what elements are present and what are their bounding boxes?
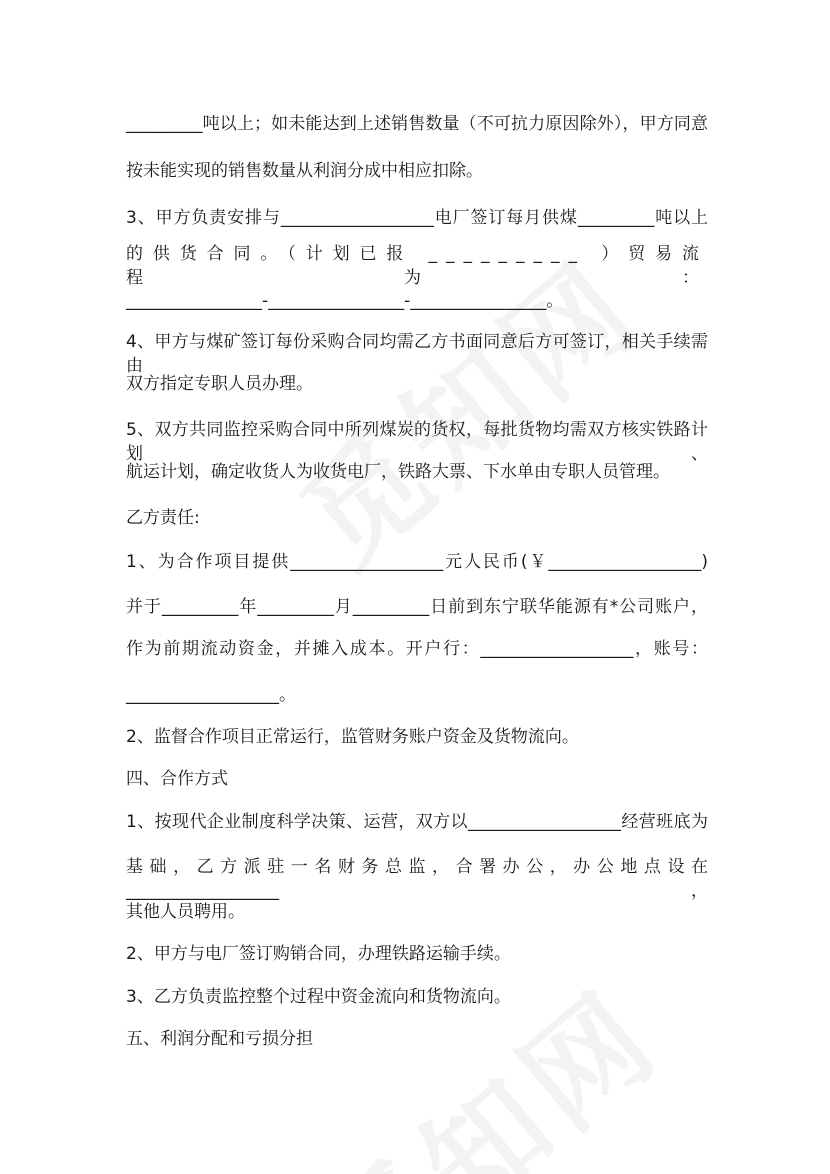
paragraph-line: 2、监督合作项目正常运行，监管财务账户资金及货物流向。 (126, 727, 579, 747)
paragraph-line: 4、甲方与煤矿签订每份采购合同均需乙方书面同意后方可签订，相关手续需由 (126, 332, 708, 376)
section-heading: 四、合作方式 (126, 769, 228, 789)
paragraph-line: 1、按现代企业制度科学决策、运营，双方以__________________经营班底为 (126, 812, 708, 832)
watermark (280, 945, 689, 1174)
paragraph-line: __________________。 (126, 685, 296, 705)
section-heading: 五、利润分配和亏损分担 (126, 1029, 313, 1049)
paragraph-line: 1、为合作项目提供__________________元人民币(￥__________________) (126, 552, 708, 572)
paragraph-line: 航运计划，确定收货人为收货电厂，铁路大票、下水单由专职人员管理。 (126, 462, 670, 482)
paragraph-line: 作为前期流动资金，并摊入成本。开户行：__________________，账号： (126, 639, 708, 659)
paragraph-line: 基础，乙方派驻一名财务总监，合署办公，办公地点设在__________________， (126, 857, 708, 901)
paragraph-line: 2、甲方与电厂签订购销合同，办理铁路运输手续。 (126, 944, 511, 964)
paragraph-line: 5、双方共同监控采购合同中所列煤炭的货权，每批货物均需双方核实铁路计划、 (126, 420, 708, 464)
paragraph-line: ________________-________________-________________。 (126, 291, 564, 311)
paragraph-line: 并于_________年_________月_________日前到东宁联华能源有*公司账户， (126, 597, 708, 617)
paragraph-line: 3、乙方负责监控整个过程中资金流向和货物流向。 (126, 987, 511, 1007)
paragraph-line: 按未能实现的销售数量从利润分成中相应扣除。 (126, 161, 483, 181)
section-heading: 乙方责任: (126, 508, 200, 528)
paragraph-line: 其他人员聘用。 (126, 902, 245, 922)
paragraph-line: 3、甲方负责安排与__________________电厂签订每月供煤_________吨以上 (126, 208, 708, 228)
paragraph-line: _________吨以上；如未能达到上述销售数量（不可抗力原因除外），甲方同意 (126, 114, 708, 134)
paragraph-line: 双方指定专职人员办理。 (126, 374, 313, 394)
paragraph-line: 的供货合同。（计划已报 _________ ）贸易流程为： (126, 244, 708, 288)
